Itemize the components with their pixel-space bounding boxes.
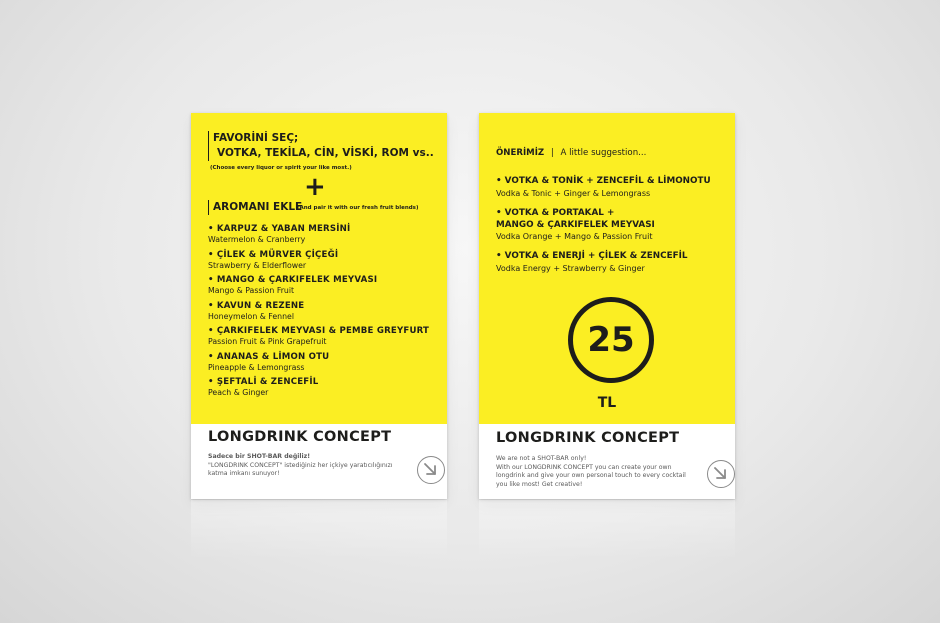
list-item (208, 377, 438, 399)
flavor-en: Passion Fruit & Pink Grapefruit (208, 337, 327, 346)
aroma-note: (And pair it with our fresh fruit blends) (297, 205, 419, 211)
suggestion-en: Vodka Energy + Strawberry & Ginger (496, 263, 645, 273)
card-reflection (479, 500, 735, 560)
suggestion-tr: MANGO & ÇARKIFELEK MEYVASI (496, 219, 655, 230)
suggestion-heading-en: A little suggestion... (560, 148, 647, 158)
white-panel (479, 424, 735, 499)
footer-line: With our LONGDRINK CONCEPT you can create your own (496, 463, 672, 471)
list-item (496, 251, 726, 274)
suggestion-tr: • VOTKA & PORTAKAL + (496, 208, 615, 218)
list-item (208, 275, 438, 297)
flavor-tr: • ANANAS & LİMON OTU (208, 351, 330, 362)
flavor-en: Mango & Passion Fruit (208, 286, 295, 295)
suggestion-tr: • VOTKA & ENERJİ + ÇİLEK & ZENCEFİL (496, 251, 688, 261)
flavor-en: Honeymelon & Fennel (208, 311, 294, 321)
flavor-en: Watermelon & Cranberry (208, 235, 306, 244)
flavor-tr: • ÇARKIFELEK MEYVASI & PEMBE GREYFURT (208, 326, 430, 336)
flavor-tr: • KARPUZ & YABAN MERSİNİ (208, 224, 351, 234)
favorite-title-line1: FAVORİNİ SEÇ; (213, 132, 299, 144)
favorite-note: (Choose every liquor or spirit your like most.) (210, 165, 352, 171)
footer-line: Sadece bir SHOT-BAR değiliz! (208, 453, 311, 460)
footer-text (496, 455, 701, 489)
footer-line: longdrink and give your own personal touch to every cocktail (496, 472, 686, 479)
price-value: 25 (587, 320, 635, 360)
footer-line: We are not a SHOT-BAR only! (496, 455, 587, 462)
aroma-title-label: AROMANI EKLE (213, 201, 303, 213)
yellow-panel (479, 113, 735, 424)
arrow-down-right-icon (417, 456, 445, 484)
flavor-tr: • ŞEFTALİ & ZENCEFİL (208, 377, 319, 387)
footer-line: you like most! Get creative! (496, 480, 583, 488)
plus-icon: + (304, 172, 326, 202)
price-badge (568, 297, 654, 383)
favorite-title (208, 131, 434, 161)
menu-card-right (479, 113, 735, 499)
suggestion-en: Vodka & Tonic + Ginger & Lemongrass (496, 188, 651, 198)
list-item (208, 326, 438, 348)
flavor-list (208, 224, 438, 403)
list-item (208, 352, 438, 374)
flavor-en: Peach & Ginger (208, 388, 269, 397)
footer-line: "LONGDRINK CONCEPT" istediğiniz her içkiye yaratıcılığınızı (208, 461, 393, 469)
footer-line: katma imkanı sunuyor! (208, 470, 280, 477)
flavor-en: Pineapple & Lemongrass (208, 362, 305, 372)
list-item (208, 250, 438, 272)
card-reflection (191, 500, 447, 560)
white-panel (191, 424, 447, 499)
aroma-title (208, 200, 302, 215)
suggestion-en: Vodka Orange + Mango & Passion Fruit (496, 232, 653, 241)
suggestion-heading-tr: ÖNERİMİZ (496, 148, 545, 158)
list-item (496, 176, 726, 199)
list-item (208, 301, 438, 323)
flavor-tr: • ÇİLEK & MÜRVER ÇİÇEĞİ (208, 249, 339, 260)
suggestion-tr: • VOTKA & TONİK + ZENCEFİL & LİMONOTU (496, 176, 711, 186)
flavor-en: Strawberry & Elderflower (208, 260, 307, 270)
favorite-title-line2: VOTKA, TEKİLA, CİN, VİSKİ, ROM vs.. (217, 147, 434, 159)
flavor-tr: • KAVUN & REZENE (208, 300, 305, 311)
brand-title: LONGDRINK CONCEPT (496, 430, 680, 446)
price-currency: TL (597, 395, 617, 411)
brand-title: LONGDRINK CONCEPT (208, 429, 392, 445)
list-item (496, 208, 726, 242)
arrow-down-right-icon (707, 460, 735, 488)
flavor-tr: • MANGO & ÇARKIFELEK MEYVASI (208, 275, 378, 285)
yellow-panel (191, 113, 447, 424)
menu-card-left (191, 113, 447, 499)
heading-separator: | (550, 148, 554, 158)
list-item (208, 224, 438, 246)
footer-text (208, 453, 408, 479)
suggestion-heading (496, 148, 646, 158)
